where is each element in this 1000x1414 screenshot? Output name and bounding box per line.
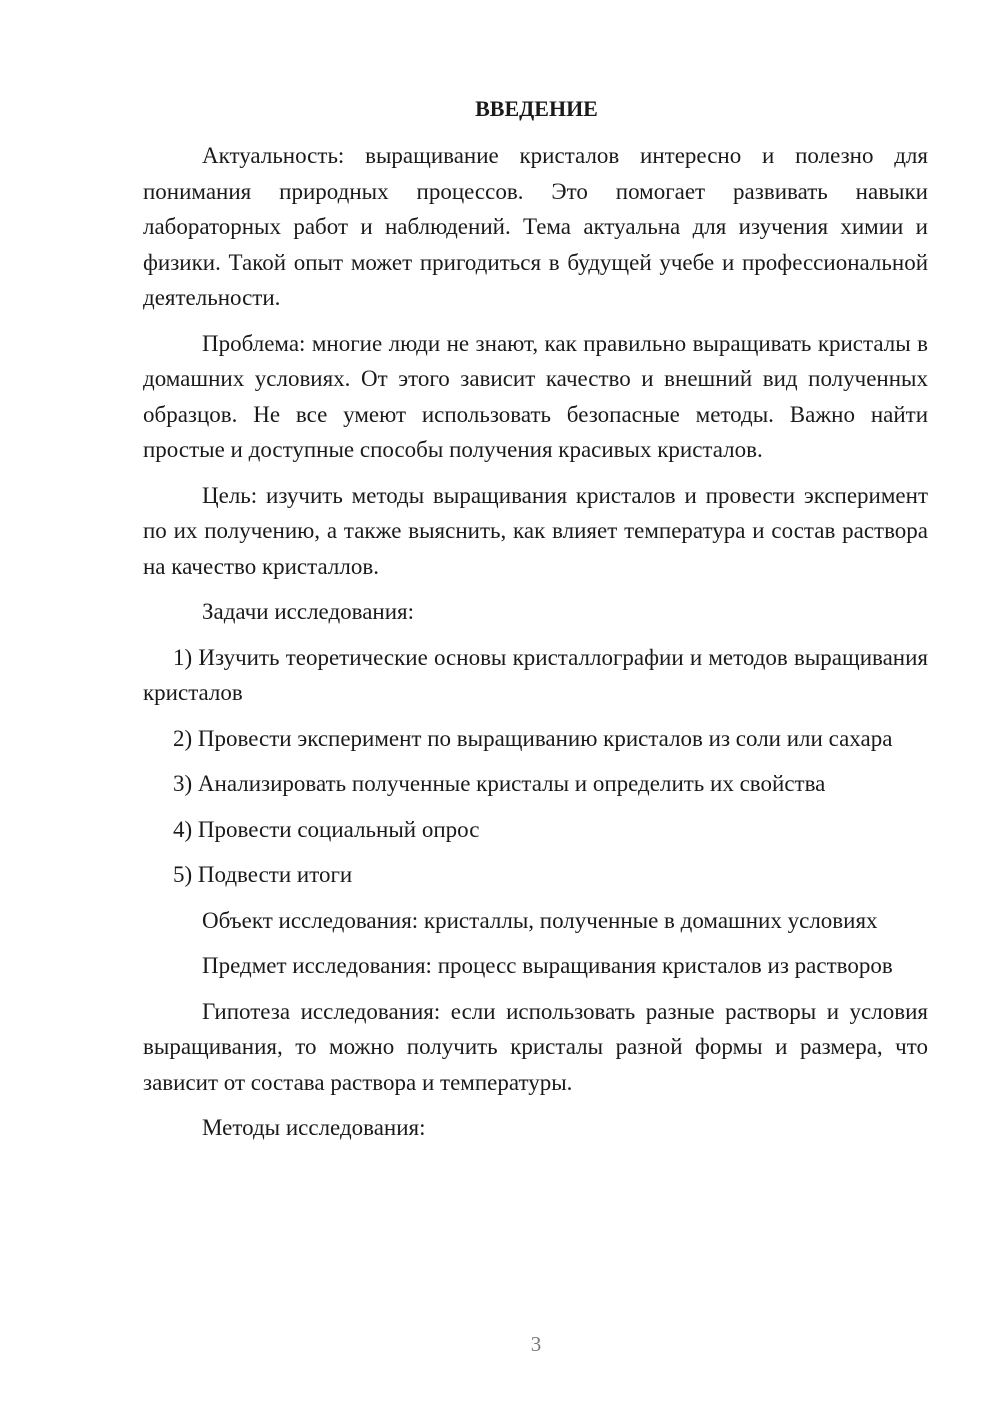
page-content — [143, 94, 928, 1156]
object-paragraph: Объект исследования: кристаллы, полученные в домашних условиях — [202, 907, 878, 933]
task-item-4: 4) Провести социальный опрос — [173, 816, 480, 842]
section-title: ВВЕДЕНИЕ — [475, 96, 598, 121]
page-number: 3 — [530, 1332, 542, 1356]
problem-paragraph: Проблема: многие люди не знают, как правильно выращивать кристалы в домашних условиях. От этого зависит качество и внешний вид полученных образцов. Не все умеют использовать безопасные методы. Важно найти простые и доступные способы получения красивых кристалов. — [143, 330, 928, 462]
subject-paragraph: Предмет исследования: процесс выращивания кристалов из растворов — [202, 953, 893, 978]
task-item-3: 3) Анализировать полученные кристалы и определить их свойства — [173, 771, 826, 796]
task-item-2: 2) Провести эксперимент по выращиванию кристалов из соли или сахара — [173, 725, 893, 751]
goal-paragraph: Цель: изучить методы выращивания кристалов и провести эксперимент по их получению, а также выяснить, как влияет температура и состав раствора на качество кристаллов. — [143, 482, 928, 579]
task-item-1: 1) Изучить теоретические основы кристаллографии и методов выращивания кристалов — [143, 644, 928, 705]
relevance-paragraph: Актуальность: выращивание кристалов интересно и полезно для понимания природных процессов. Это помогает развивать навыки лабораторных работ и наблюдений. Тема актуальна для изучения химии и физики. Такой опыт может пригодиться в будущей учебе и профессиональной деятельности. — [143, 143, 928, 310]
hypothesis-paragraph: Гипотеза исследования: если использовать разные растворы и условия выращивания, то можно получить кристалы разной формы и размера, что зависит от состава раствора и температуры. — [143, 998, 928, 1095]
task-item-5: 5) Подвести итоги — [173, 862, 353, 887]
methods-heading: Методы исследования: — [202, 1115, 426, 1140]
tasks-heading: Задачи исследования: — [202, 599, 415, 624]
